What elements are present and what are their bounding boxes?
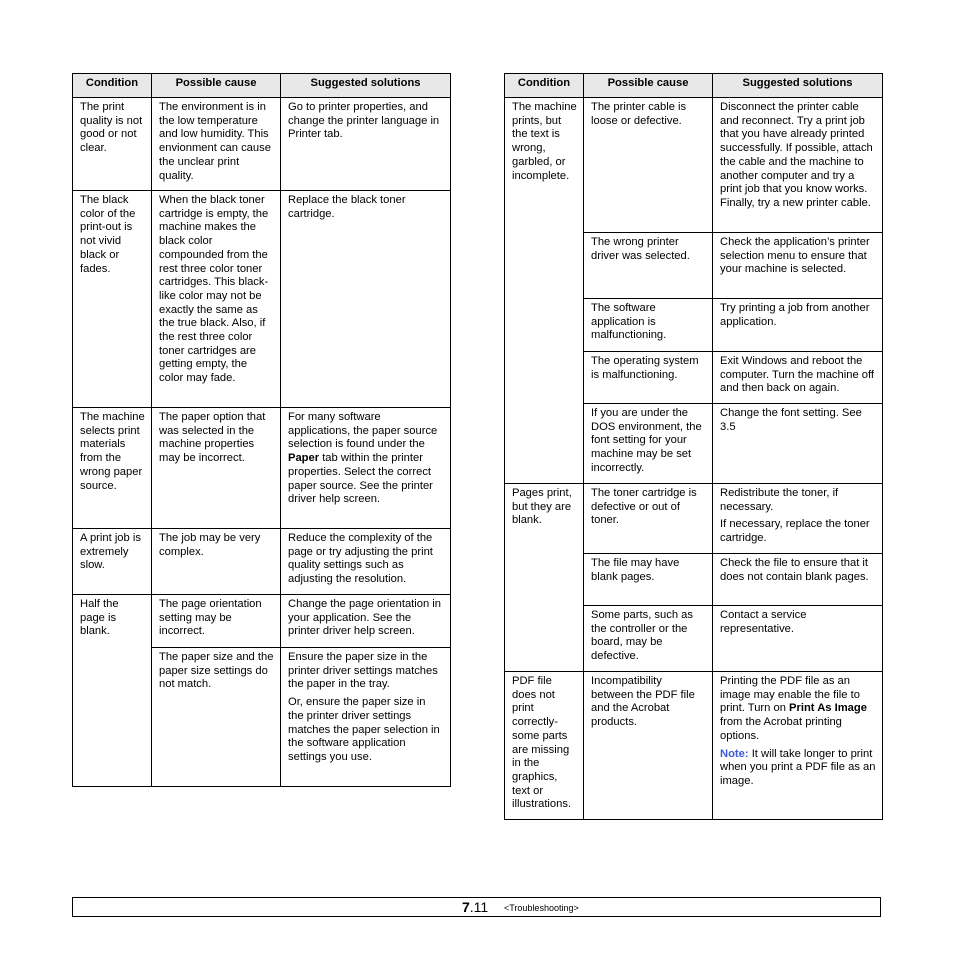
cause-cell: The page orientation setting may be incorrect. xyxy=(152,595,281,648)
table-row xyxy=(73,529,451,595)
left-troubleshooting-table xyxy=(72,73,451,787)
note-paragraph xyxy=(720,748,876,789)
solution-cell xyxy=(281,408,451,529)
cause-cell: The software application is malfunctioning. xyxy=(584,299,713,352)
table-row xyxy=(73,408,451,529)
solution-cell: Check the application’s printer selection menu to ensure that your machine is selected. xyxy=(713,233,883,299)
header-condition: Condition xyxy=(73,74,152,98)
solution-cell: Reduce the complexity of the page or try adjusting the print quality settings such as adjusting the resolution. xyxy=(281,529,451,595)
page-suffix: .11 xyxy=(469,899,489,915)
header-suggested-solutions: Suggested solutions xyxy=(281,74,451,98)
cause-cell: The printer cable is loose or defective. xyxy=(584,98,713,233)
condition-cell: The print quality is not good or not clear. xyxy=(73,98,152,191)
cause-cell: Some parts, such as the controller or the board, may be defective. xyxy=(584,606,713,672)
solution-cell xyxy=(281,648,451,787)
condition-cell: Pages print, but they are blank. xyxy=(505,484,584,672)
solution-text: For many software applications, the paper source selection is found under the xyxy=(288,411,438,451)
table-row xyxy=(505,672,883,820)
solution-cell: Disconnect the printer cable and reconnect. Try a print job that you have already printed successfully. If possible, attach the cable and the machine to another computer and try a print job that you know works. Finally, try a new printer cable. xyxy=(713,98,883,233)
condition-cell: The black color of the print-out is not vivid black or fades. xyxy=(73,191,152,408)
cause-cell: The operating system is malfunctioning. xyxy=(584,352,713,404)
paper-tab-term: Paper xyxy=(288,452,320,465)
table-row xyxy=(505,484,883,554)
header-possible-cause: Possible cause xyxy=(584,74,713,98)
solution-cell: Check the file to ensure that it does not contain blank pages. xyxy=(713,554,883,606)
solution-paragraph: If necessary, replace the toner cartridge. xyxy=(720,518,870,545)
page-number xyxy=(462,899,488,915)
solution-cell: Contact a service representative. xyxy=(713,606,883,672)
solution-cell xyxy=(713,484,883,554)
solution-cell: Go to printer properties, and change the printer language in Printer tab. xyxy=(281,98,451,191)
solution-cell: Change the font setting. See 3.5 xyxy=(713,404,883,484)
table-row xyxy=(73,595,451,648)
note-label: Note: xyxy=(720,747,749,760)
header-suggested-solutions: Suggested solutions xyxy=(713,74,883,98)
table-row xyxy=(505,98,883,233)
condition-cell: The machine selects print materials from the wrong paper source. xyxy=(73,408,152,529)
solution-paragraph: Or, ensure the paper size in the printer driver settings matches the paper selection in the software application settings you use. xyxy=(288,696,440,763)
cause-cell: The paper option that was selected in the machine properties may be incorrect. xyxy=(152,408,281,529)
note-text: It will take longer to print when you print a PDF file as an image. xyxy=(720,747,876,787)
condition-cell: A print job is extremely slow. xyxy=(73,529,152,595)
solution-text: from the Acrobat printing options. xyxy=(720,716,842,742)
cause-cell: The environment is in the low temperature and low humidity. This envionment can cause the unclear print quality. xyxy=(152,98,281,191)
solution-cell xyxy=(713,672,883,820)
solution-paragraph xyxy=(720,675,876,744)
condition-cell: Half the page is blank. xyxy=(73,595,152,787)
footer-section-label: <Troubleshooting> xyxy=(504,903,579,913)
condition-cell: PDF file does not print correctly- some parts are missing in the graphics, text or illustrations. xyxy=(505,672,584,820)
condition-cell: The machine prints, but the text is wrong, garbled, or incomplete. xyxy=(505,98,584,484)
table-row xyxy=(73,98,451,191)
solution-cell: Exit Windows and reboot the computer. Turn the machine off and then back on again. xyxy=(713,352,883,404)
table-row xyxy=(73,191,451,408)
table-header-row xyxy=(505,74,883,98)
cause-cell: The file may have blank pages. xyxy=(584,554,713,606)
cause-cell: The paper size and the paper size settings do not match. xyxy=(152,648,281,787)
cause-cell: When the black toner cartridge is empty, the machine makes the black color compounded from the rest three color toner cartridges. This black-like color may not be exactly the same as the true black. Also, if the rest three color toner cartridges are getting empty, the color may fade. xyxy=(152,191,281,408)
header-condition: Condition xyxy=(505,74,584,98)
cause-cell: The job may be very complex. xyxy=(152,529,281,595)
cause-cell: If you are under the DOS environment, the font setting for your machine may be set incorrectly. xyxy=(584,404,713,484)
solution-cell: Try printing a job from another application. xyxy=(713,299,883,352)
print-as-image-term: Print As Image xyxy=(789,702,867,715)
solution-cell: Replace the black toner cartridge. xyxy=(281,191,451,408)
cause-cell: The toner cartridge is defective or out of toner. xyxy=(584,484,713,554)
chapter-number: 7 xyxy=(462,899,470,915)
header-possible-cause: Possible cause xyxy=(152,74,281,98)
solution-text: tab within the printer properties. Select the correct paper source. See the printer driver help screen. xyxy=(288,452,433,506)
table-header-row xyxy=(73,74,451,98)
solution-cell: Change the page orientation in your application. See the printer driver help screen. xyxy=(281,595,451,648)
right-troubleshooting-table xyxy=(504,73,883,820)
cause-cell: Incompatibility between the PDF file and the Acrobat products. xyxy=(584,672,713,820)
solution-paragraph: Ensure the paper size in the printer driver settings matches the paper in the tray. xyxy=(288,651,438,691)
solution-text: Printing the PDF file as an image may enable the file to print. Turn on xyxy=(720,675,860,715)
cause-cell: The wrong printer driver was selected. xyxy=(584,233,713,299)
solution-paragraph: Redistribute the toner, if necessary. xyxy=(720,487,839,513)
